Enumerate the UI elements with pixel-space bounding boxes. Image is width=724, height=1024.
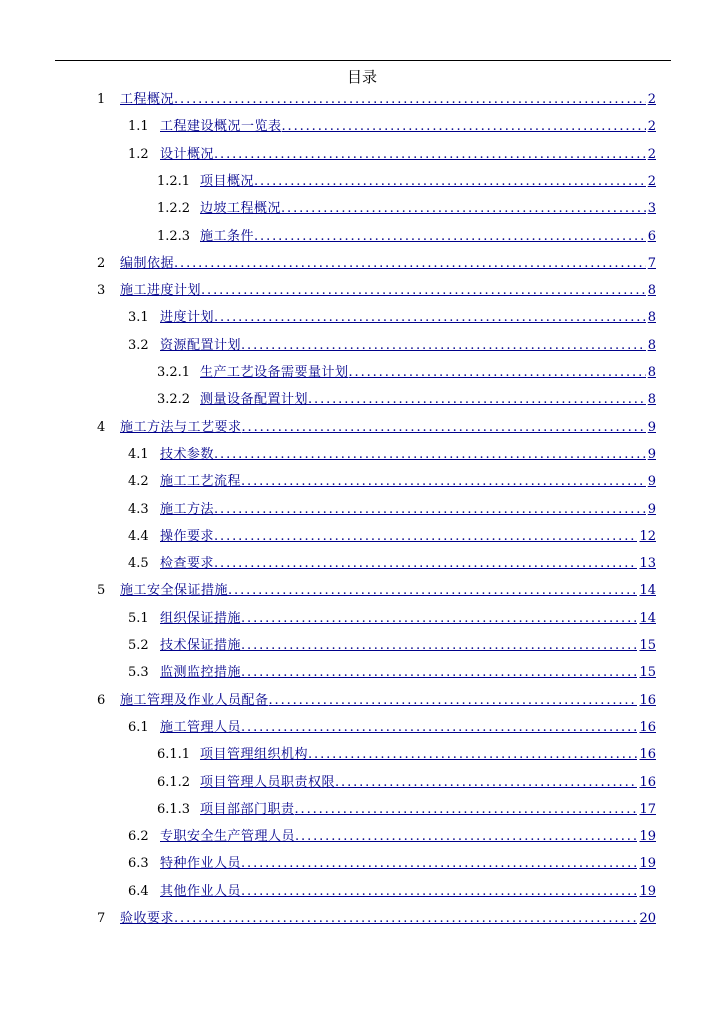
toc-leader-dots: [214, 500, 646, 520]
toc-leader-dots: [269, 691, 638, 711]
toc-leader-dots: [241, 882, 637, 902]
toc-entry-link[interactable]: [200, 363, 656, 383]
toc-entry: [128, 854, 656, 874]
toc-entry-label: 施工方法与工艺要求: [120, 420, 242, 435]
toc-entry-number: 1: [97, 92, 106, 107]
toc-entry-link[interactable]: [120, 909, 656, 929]
toc-entry-number: 3.2.1: [157, 365, 191, 380]
toc-leader-dots: [201, 281, 646, 301]
toc-entry-page-number: 6: [647, 229, 656, 244]
toc-entry-link[interactable]: [120, 581, 656, 601]
toc-entry-label: 专职安全生产管理人员: [160, 829, 296, 844]
toc-leader-dots: [241, 636, 637, 656]
toc-entry-page-number: 7: [647, 256, 656, 271]
toc-entry-number: 1.1: [128, 119, 149, 134]
toc-entry-label: 工程建设概况一览表: [160, 119, 282, 134]
toc-entry-label: 其他作业人员: [160, 884, 242, 899]
toc-entry-link[interactable]: [120, 281, 656, 301]
toc-entry-link[interactable]: [160, 527, 656, 547]
toc-leader-dots: [241, 854, 637, 874]
toc-entry-link[interactable]: [200, 199, 656, 219]
toc-entry-label: 特种作业人员: [160, 856, 242, 871]
toc-entry-label: 工程概况: [120, 92, 175, 107]
toc-leader-dots: [174, 254, 646, 274]
toc-leader-dots: [174, 90, 646, 110]
toc-entry-page-number: 2: [647, 174, 656, 189]
toc-entry-page-number: 8: [647, 392, 656, 407]
toc-entry-number: 4.3: [128, 502, 149, 517]
toc-entry-number: 3: [97, 283, 106, 298]
toc-entry-link[interactable]: [160, 609, 656, 629]
toc-entry-label: 生产工艺设备需要量计划: [200, 365, 349, 380]
toc-entry: [97, 909, 656, 929]
toc-leader-dots: [228, 581, 637, 601]
toc-leader-dots: [241, 718, 637, 738]
toc-entry-link[interactable]: [160, 718, 656, 738]
toc-entry-label: 技术参数: [160, 447, 215, 462]
toc-entry: [97, 418, 656, 438]
toc-entry-label: 验收要求: [120, 911, 175, 926]
toc-entry-number: 4: [97, 420, 106, 435]
toc-entry: [128, 609, 656, 629]
toc-entry-link[interactable]: [160, 882, 656, 902]
toc-entry: [157, 745, 656, 765]
toc-entry: [157, 800, 656, 820]
toc-entry-number: 7: [97, 911, 106, 926]
toc-entry: [157, 227, 656, 247]
toc-leader-dots: [308, 745, 637, 765]
toc-leader-dots: [214, 308, 646, 328]
toc-leader-dots: [295, 827, 637, 847]
toc-entry-number: 6.1.1: [157, 747, 191, 762]
toc-entry-page-number: 3: [647, 201, 656, 216]
toc-entry: [97, 281, 656, 301]
toc-entry-label: 操作要求: [160, 529, 215, 544]
toc-entry-page-number: 19: [639, 856, 656, 871]
toc-entry-label: 技术保证措施: [160, 638, 242, 653]
toc-entry-label: 项目部部门职责: [200, 802, 295, 817]
toc-entry-number: 4.2: [128, 474, 149, 489]
toc-entry-label: 项目概况: [200, 174, 255, 189]
toc-entry-number: 1.2: [128, 147, 149, 162]
toc-entry-page-number: 14: [639, 611, 656, 626]
toc-entry-page-number: 8: [647, 338, 656, 353]
toc-entry-link[interactable]: [160, 827, 656, 847]
toc-entry-link[interactable]: [160, 336, 656, 356]
toc-entry-page-number: 16: [639, 775, 656, 790]
toc-leader-dots: [241, 609, 637, 629]
toc-entry-link[interactable]: [160, 472, 656, 492]
toc-leader-dots: [241, 336, 646, 356]
toc-entry-link[interactable]: [160, 308, 656, 328]
toc-entry-link[interactable]: [160, 663, 656, 683]
toc-entry: [128, 117, 656, 137]
toc-leader-dots: [282, 117, 646, 137]
toc-entry-page-number: 9: [647, 447, 656, 462]
toc-entry-number: 5.3: [128, 665, 149, 680]
toc-entry-page-number: 16: [639, 693, 656, 708]
toc-entry: [97, 90, 656, 110]
toc-entry: [97, 581, 656, 601]
toc-entry-page-number: 9: [647, 420, 656, 435]
toc-entry-link[interactable]: [200, 390, 656, 410]
toc-entry-number: 5: [97, 583, 106, 598]
toc-entry-label: 设计概况: [160, 147, 215, 162]
toc-entry-number: 3.2.2: [157, 392, 191, 407]
toc-entry-number: 6: [97, 693, 106, 708]
toc-entry-page-number: 9: [647, 502, 656, 517]
toc-entry-link[interactable]: [160, 854, 656, 874]
toc-entry: [128, 527, 656, 547]
toc-entry-page-number: 2: [647, 147, 656, 162]
toc-entry: [128, 827, 656, 847]
toc-entry-page-number: 15: [639, 638, 656, 653]
toc-entry-page-number: 9: [647, 474, 656, 489]
toc-entry-link[interactable]: [200, 227, 656, 247]
toc-leader-dots: [241, 472, 646, 492]
toc-entry-number: 3.2: [128, 338, 149, 353]
toc-entry-label: 资源配置计划: [160, 338, 242, 353]
toc-entry: [157, 390, 656, 410]
toc-entry: [128, 882, 656, 902]
toc-entry-label: 施工安全保证措施: [120, 583, 229, 598]
toc-entry: [128, 554, 656, 574]
toc-entry-page-number: 2: [647, 119, 656, 134]
toc-entry-label: 项目管理人员职责权限: [200, 775, 336, 790]
toc-title: 目录: [346, 68, 377, 86]
toc-entry-label: 检查要求: [160, 556, 215, 571]
toc-entry-number: 6.1: [128, 720, 149, 735]
toc-entry: [157, 172, 656, 192]
toc-entry-label: 监测监控措施: [160, 665, 242, 680]
toc-entry: [97, 254, 656, 274]
toc-entry-page-number: 15: [639, 665, 656, 680]
toc-leader-dots: [214, 445, 646, 465]
toc-entry-number: 6.1.3: [157, 802, 191, 817]
toc-entry: [128, 636, 656, 656]
toc-entry-link[interactable]: [200, 745, 656, 765]
toc-entry-page-number: 19: [639, 884, 656, 899]
toc-entry-link[interactable]: [160, 117, 656, 137]
toc-entry-number: 4.1: [128, 447, 149, 462]
toc-entry: [157, 773, 656, 793]
toc-entry-number: 6.2: [128, 829, 149, 844]
toc-entry-label: 边坡工程概况: [200, 201, 282, 216]
toc-entry-number: 1.2.1: [157, 174, 191, 189]
toc-entry-page-number: 20: [639, 911, 656, 926]
toc-entry-page-number: 14: [639, 583, 656, 598]
toc-entry-page-number: 19: [639, 829, 656, 844]
toc-leader-dots: [349, 363, 646, 383]
toc-entry: [128, 500, 656, 520]
toc-entry-number: 3.1: [128, 310, 149, 325]
toc-entry-link[interactable]: [160, 445, 656, 465]
toc-entry-label: 施工进度计划: [120, 283, 202, 298]
toc-entry-number: 6.4: [128, 884, 149, 899]
toc-entry-page-number: 13: [639, 556, 656, 571]
toc-entry: [128, 663, 656, 683]
toc-leader-dots: [254, 172, 646, 192]
toc-entry: [157, 363, 656, 383]
toc-entry-number: 6.3: [128, 856, 149, 871]
toc-entry-label: 施工方法: [160, 502, 215, 517]
toc-entry-number: 4.5: [128, 556, 149, 571]
toc-entry: [128, 308, 656, 328]
toc-entry: [157, 199, 656, 219]
toc-entry-number: 5.1: [128, 611, 149, 626]
toc-entry-number: 2: [97, 256, 106, 271]
toc-entry-page-number: 17: [639, 802, 656, 817]
toc-entry-label: 施工管理人员: [160, 720, 242, 735]
toc-entry: [97, 691, 656, 711]
toc-entry-label: 测量设备配置计划: [200, 392, 309, 407]
toc-entry-link[interactable]: [200, 800, 656, 820]
toc-entry-label: 施工管理及作业人员配备: [120, 693, 269, 708]
toc-entry-link[interactable]: [200, 172, 656, 192]
toc-entry: [128, 445, 656, 465]
toc-entry-number: 4.4: [128, 529, 149, 544]
toc-entry-page-number: 8: [647, 310, 656, 325]
toc-entry-link[interactable]: [120, 691, 656, 711]
toc-leader-dots: [335, 773, 637, 793]
toc-entry-number: 5.2: [128, 638, 149, 653]
toc-entry-link[interactable]: [160, 500, 656, 520]
toc-leader-dots: [242, 418, 646, 438]
toc-entry-page-number: 16: [639, 720, 656, 735]
toc-entry: [128, 336, 656, 356]
toc-entry-page-number: 12: [639, 529, 656, 544]
toc-leader-dots: [214, 527, 637, 547]
toc-entry: [128, 718, 656, 738]
toc-leader-dots: [241, 663, 637, 683]
toc-leader-dots: [295, 800, 638, 820]
toc-entry-label: 编制依据: [120, 256, 175, 271]
toc-leader-dots: [214, 145, 646, 165]
toc-entry-link[interactable]: [160, 145, 656, 165]
toc-entry-number: 6.1.2: [157, 775, 191, 790]
toc-entry-label: 进度计划: [160, 310, 215, 325]
toc-entry-label: 施工条件: [200, 229, 255, 244]
toc-entry-link[interactable]: [160, 554, 656, 574]
toc-leader-dots: [308, 390, 646, 410]
toc-entry-page-number: 16: [639, 747, 656, 762]
toc-leader-dots: [254, 227, 646, 247]
toc-entry-label: 施工工艺流程: [160, 474, 242, 489]
toc-entry-label: 组织保证措施: [160, 611, 242, 626]
toc-leader-dots: [281, 199, 646, 219]
toc-entry-page-number: 8: [647, 365, 656, 380]
toc-entry-link[interactable]: [200, 773, 656, 793]
toc-entry-number: 1.2.2: [157, 201, 191, 216]
toc-entry-label: 项目管理组织机构: [200, 747, 309, 762]
toc-leader-dots: [174, 909, 637, 929]
toc-entry: [128, 472, 656, 492]
toc-entry-link[interactable]: [120, 254, 656, 274]
toc-leader-dots: [214, 554, 637, 574]
toc-entry-page-number: 2: [647, 92, 656, 107]
toc-entry-link[interactable]: [120, 90, 656, 110]
toc-entry-link[interactable]: [160, 636, 656, 656]
toc-entry-number: 1.2.3: [157, 229, 191, 244]
toc-entry-link[interactable]: [120, 418, 656, 438]
toc-entry: [128, 145, 656, 165]
toc-entry-page-number: 8: [647, 283, 656, 298]
